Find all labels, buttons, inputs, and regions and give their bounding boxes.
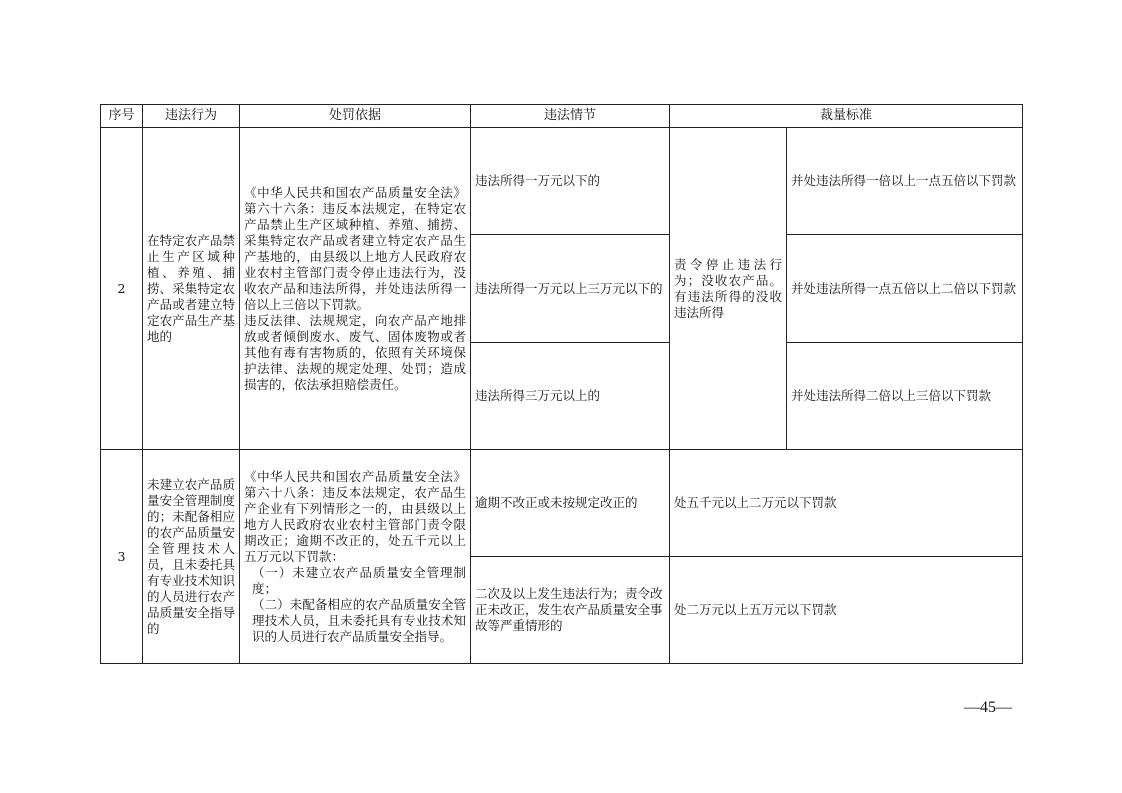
standard-cell: 并处违法所得一点五倍以上二倍以下罚款	[787, 235, 1023, 343]
header-basis: 处罚依据	[240, 105, 471, 128]
table-row	[101, 128, 1023, 235]
header-standard: 裁量标准	[670, 105, 1023, 128]
standard-cell: 处五千元以上二万元以下罚款	[670, 450, 1023, 557]
standard-cell: 并处违法所得二倍以上三倍以下罚款	[787, 343, 1023, 450]
table-row	[101, 450, 1023, 557]
standard-cell: 处二万元以上五万元以下罚款	[670, 557, 1023, 664]
header-no: 序号	[101, 105, 143, 128]
basis-paragraph: （一）未建立农产品质量安全管理制度；	[252, 564, 466, 596]
circumstance-cell: 二次及以上发生违法行为；责令改正未改正，发生农产品质量安全事故等严重情形的	[471, 557, 670, 664]
penalty-basis	[240, 450, 471, 664]
row-number: 2	[101, 128, 143, 450]
penalty-basis	[240, 128, 471, 450]
header-circumstance: 违法情节	[471, 105, 670, 128]
row-number: 3	[101, 450, 143, 664]
circumstance-cell: 违法所得一万元以上三万元以下的	[471, 235, 670, 343]
header-row	[101, 105, 1023, 128]
violation-act: 在特定农产品禁止生产区域种植、养殖、捕捞、采集特定农产品或者建立特定农产品生产基地的	[143, 128, 240, 450]
circumstance-cell: 逾期不改正或未按规定改正的	[471, 450, 670, 557]
basis-paragraph: 《中华人民共和国农产品质量安全法》第六十六条：违反本法规定，在特定农产品禁止生产区域种植、养殖、捕捞、采集特定农产品或者建立特定农产品生产基地的，由县级以上地方人民政府农业农村主管部门责令停止违法行为，没收农产品和违法所得，并处违法所得一倍以上三倍以下罚款。	[244, 184, 466, 312]
common-measure: 责令停止违法行为；没收农产品。有违法所得的没收违法所得	[670, 128, 787, 450]
header-act: 违法行为	[143, 105, 240, 128]
basis-paragraph: 《中华人民共和国农产品质量安全法》第六十八条：违反本法规定，农产品生产企业有下列情形之一的，由县级以上地方人民政府农业农村主管部门责令限期改正；逾期不改正的，处五千元以上五万元以下罚款：	[244, 468, 466, 564]
standard-cell: 并处违法所得一倍以上一点五倍以下罚款	[787, 128, 1023, 235]
violation-act: 未建立农产品质量安全管理制度的；未配备相应的农产品质量安全管理技术人员，且未委托具有专业技术知识的人员进行农产品质量安全指导的	[143, 450, 240, 664]
page-number: —45—	[964, 699, 1012, 716]
basis-paragraph: 违反法律、法规规定，向农产品产地排放或者倾倒废水、废气、固体废物或者其他有毒有害物质的，依照有关环境保护法律、法规的规定处理、处罚；造成损害的，依法承担赔偿责任。	[244, 312, 466, 392]
penalty-table	[100, 104, 1023, 664]
circumstance-cell: 违法所得三万元以上的	[471, 343, 670, 450]
circumstance-cell: 违法所得一万元以下的	[471, 128, 670, 235]
basis-paragraph: （二）未配备相应的农产品质量安全管理技术人员，且未委托具有专业技术知识的人员进行农产品质量安全指导。	[252, 596, 466, 644]
